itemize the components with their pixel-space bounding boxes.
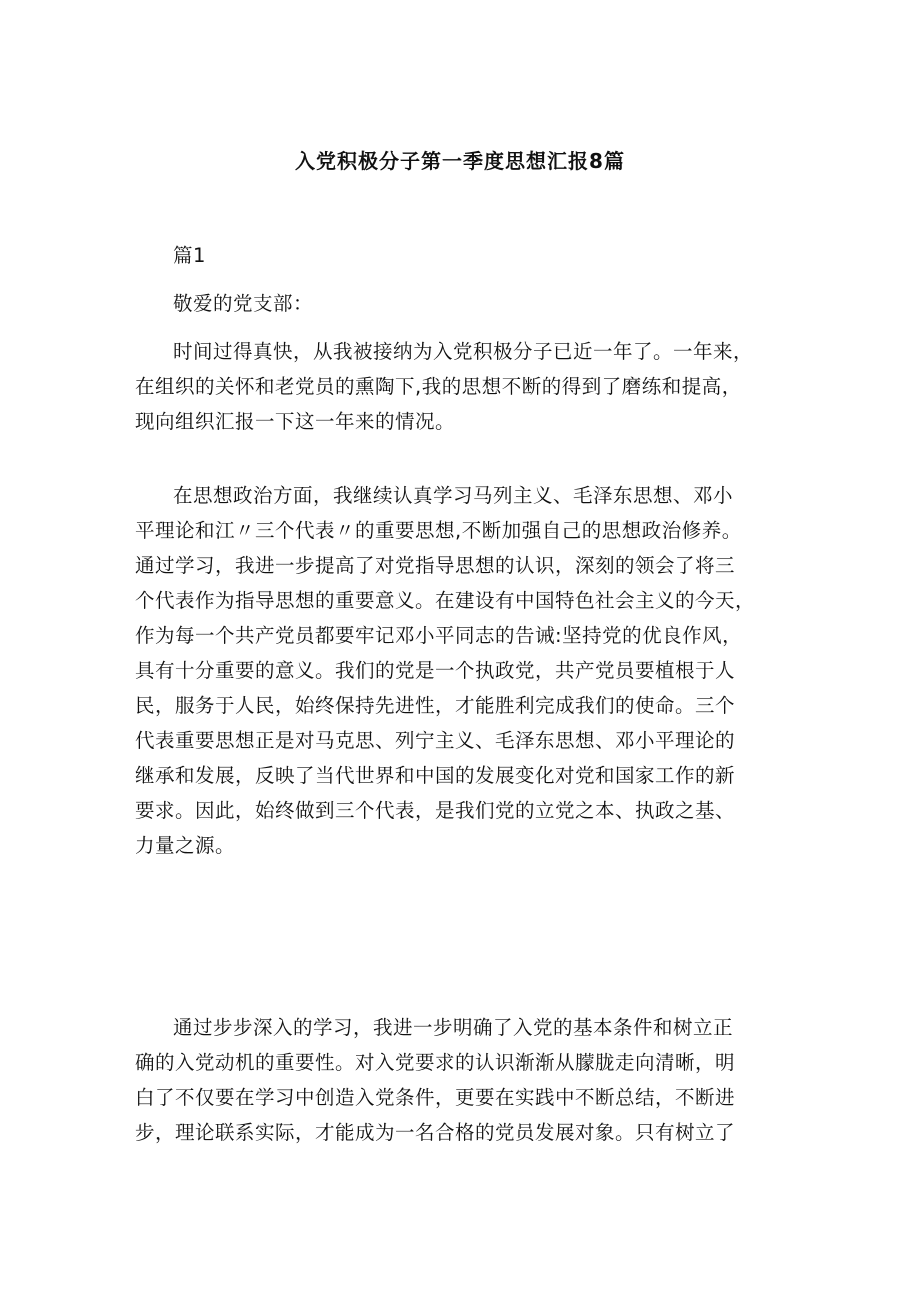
paragraph-line: 代表重要思想正是对马克思、列宁主义、毛泽东思想、邓小平理论的	[135, 729, 736, 752]
paragraph-line: 具有十分重要的意义。我们的党是一个执政党，共产党员要植根于人	[135, 659, 736, 682]
paragraph-line: 力量之源。	[135, 834, 236, 857]
paragraph-line: 确的入党动机的重要性。对入党要求的认识渐渐从朦胧走向清晰，明	[135, 1051, 736, 1074]
salutation-block	[135, 286, 795, 321]
paragraph-line: 白了不仅要在学习中创造入党条件，更要在实践中不断总结，不断进	[135, 1086, 736, 1109]
paragraph-line: 通过步步深入的学习，我进一步明确了入党的基本条件和树立正	[173, 1016, 734, 1039]
paragraph-line: 通过学习，我进一步提高了对党指导思想的认识，深刻的领会了将三	[135, 554, 736, 577]
paragraph-line: 步，理论联系实际，才能成为一名合格的党员发展对象。只有树立了	[135, 1121, 736, 1144]
paragraph-3	[135, 1010, 795, 1150]
paragraph-line: 个代表作为指导思想的重要意义。在建设有中国特色社会主义的今天，	[135, 589, 756, 612]
paragraph-2	[135, 478, 795, 863]
paragraph-line: 要求。因此，始终做到三个代表，是我们党的立党之本、执政之基、	[135, 799, 736, 822]
paragraph-line: 现向组织汇报一下这一年来的情况。	[135, 410, 456, 433]
paragraph-line: 在组织的关怀和老党员的熏陶下,我的思想不断的得到了磨练和提高，	[135, 375, 742, 398]
paragraph-line: 作为每一个共产党员都要牢记邓小平同志的告诫:坚持党的优良作风，	[135, 624, 743, 647]
paragraph-1	[135, 334, 795, 439]
salutation: 敬爱的党支部：	[173, 292, 314, 315]
document-title: 入党积极分子第一季度思想汇报8篇	[295, 149, 625, 173]
paragraph-line: 时间过得真快，从我被接纳为入党积极分子已近一年了。一年来，	[173, 340, 754, 363]
paragraph-line: 在思想政治方面，我继续认真学习马列主义、毛泽东思想、邓小	[173, 484, 734, 507]
paragraph-line: 民，服务于人民，始终保持先进性，才能胜利完成我们的使命。三个	[135, 694, 736, 717]
paragraph-line: 继承和发展，反映了当代世界和中国的发展变化对党和国家工作的新	[135, 764, 736, 787]
paragraph-line: 平理论和江〃三个代表〃的重要思想,不断加强自己的思想政治修养。	[135, 519, 742, 542]
section-label: 篇1	[173, 244, 206, 267]
section-label-block	[135, 238, 795, 273]
